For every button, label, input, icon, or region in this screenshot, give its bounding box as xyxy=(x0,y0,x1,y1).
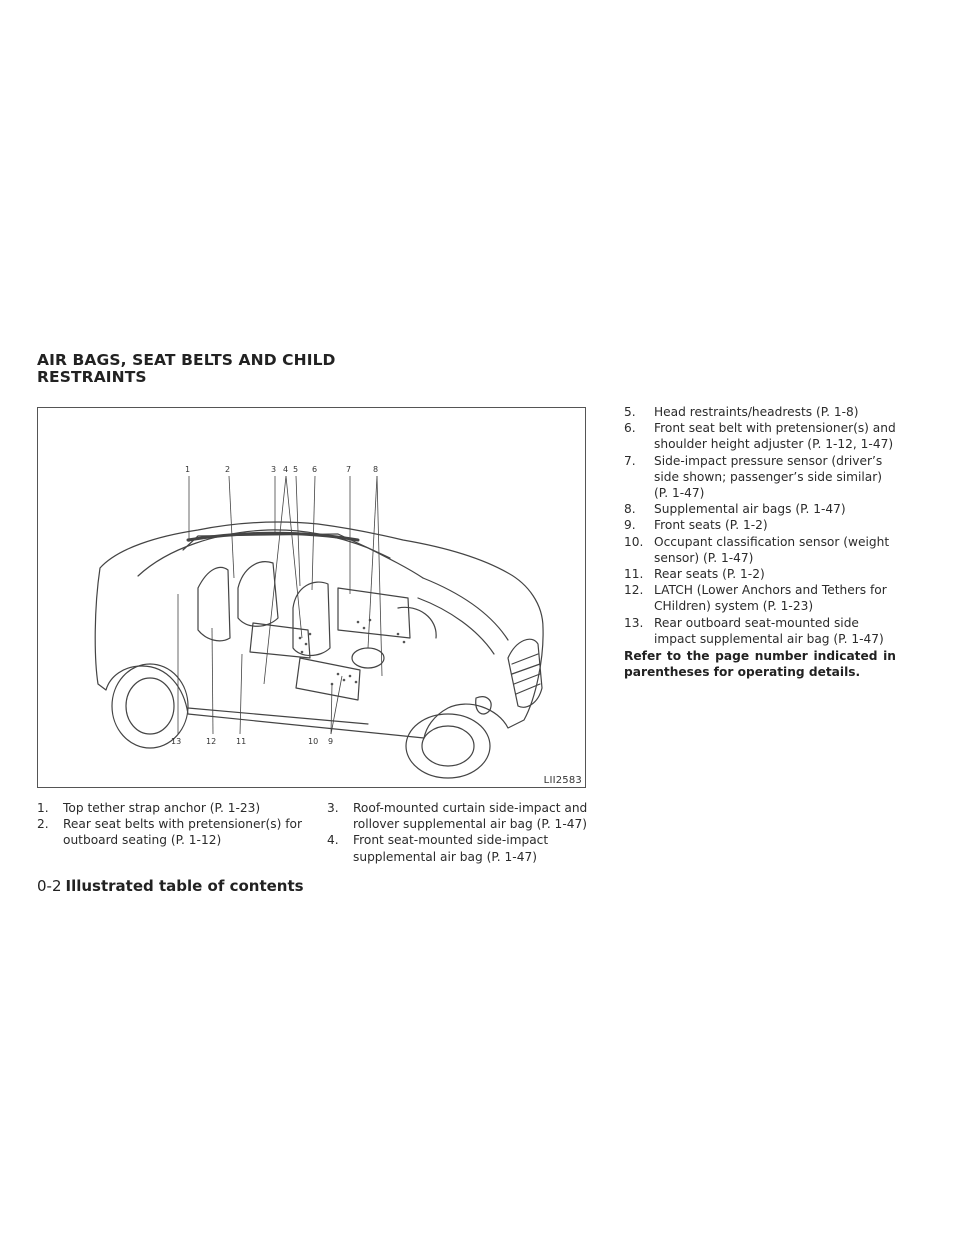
legend-item: 10. Occupant classification sensor (weight sensor) (P. 1-47) xyxy=(624,534,890,565)
callout-5: 5 xyxy=(293,465,299,474)
callout-6: 6 xyxy=(312,465,318,474)
legend-list-middle xyxy=(327,800,589,865)
car-illustration xyxy=(37,407,586,788)
section-title-line-1: AIR BAGS, SEAT BELTS AND CHILD xyxy=(37,351,336,369)
callout-2: 2 xyxy=(225,465,231,474)
callout-4: 4 xyxy=(283,465,289,474)
callout-3: 3 xyxy=(271,465,277,474)
callout-1: 1 xyxy=(185,465,191,474)
callout-8: 8 xyxy=(373,465,379,474)
section-title-line-2: RESTRAINTS xyxy=(37,368,147,386)
legend-item: 5. Head restraints/headrests (P. 1-8) xyxy=(624,405,859,419)
legend-item: 8. Supplemental air bags (P. 1-47) xyxy=(624,502,846,517)
figure-code: LII2583 xyxy=(543,775,582,786)
page-footer xyxy=(37,877,304,895)
operating-details-note: Refer to the page number indicated in parentheses for operating details. xyxy=(624,649,896,680)
legend-item: 12. LATCH (Lower Anchors and Tethers for CHildren) system (P. 1-23) xyxy=(624,583,887,614)
legend-item: 11. Rear seats (P. 1-2) xyxy=(624,567,765,582)
page-number: 0-2 xyxy=(37,877,62,895)
legend-item: 1. Top tether strap anchor (P. 1-23) xyxy=(37,801,261,815)
callout-7: 7 xyxy=(346,465,352,474)
footer-title: Illustrated table of contents xyxy=(65,877,304,895)
callout-11: 11 xyxy=(236,737,247,746)
legend-item: 3. Roof-mounted curtain side-impact and rollover supplemental air bag (P. 1-47) xyxy=(327,801,588,832)
legend-item: 6. Front seat belt with pretensioner(s) and shoulder height adjuster (P. 1-12, 1-47) xyxy=(624,421,896,452)
legend-item: 13. Rear outboard seat-mounted side impact supplemental air bag (P. 1-47) xyxy=(624,615,884,646)
legend-item: 9. Front seats (P. 1-2) xyxy=(624,518,768,533)
section-title xyxy=(37,352,437,386)
callout-13: 13 xyxy=(171,737,182,746)
callout-9: 9 xyxy=(328,737,334,746)
legend-list-right xyxy=(624,404,896,680)
callout-12: 12 xyxy=(206,737,217,746)
callout-10: 10 xyxy=(308,737,319,746)
legend-item: 4. Front seat-mounted side-impact supplemental air bag (P. 1-47) xyxy=(327,833,549,864)
legend-list-left xyxy=(37,800,307,849)
legend-item: 2. Rear seat belts with pretensioner(s) for outboard seating (P. 1-12) xyxy=(37,817,302,848)
legend-item: 7. Side-impact pressure sensor (driver’s side shown; passenger’s side similar) (P. 1-47) xyxy=(624,453,883,501)
car-drawing xyxy=(38,408,585,787)
